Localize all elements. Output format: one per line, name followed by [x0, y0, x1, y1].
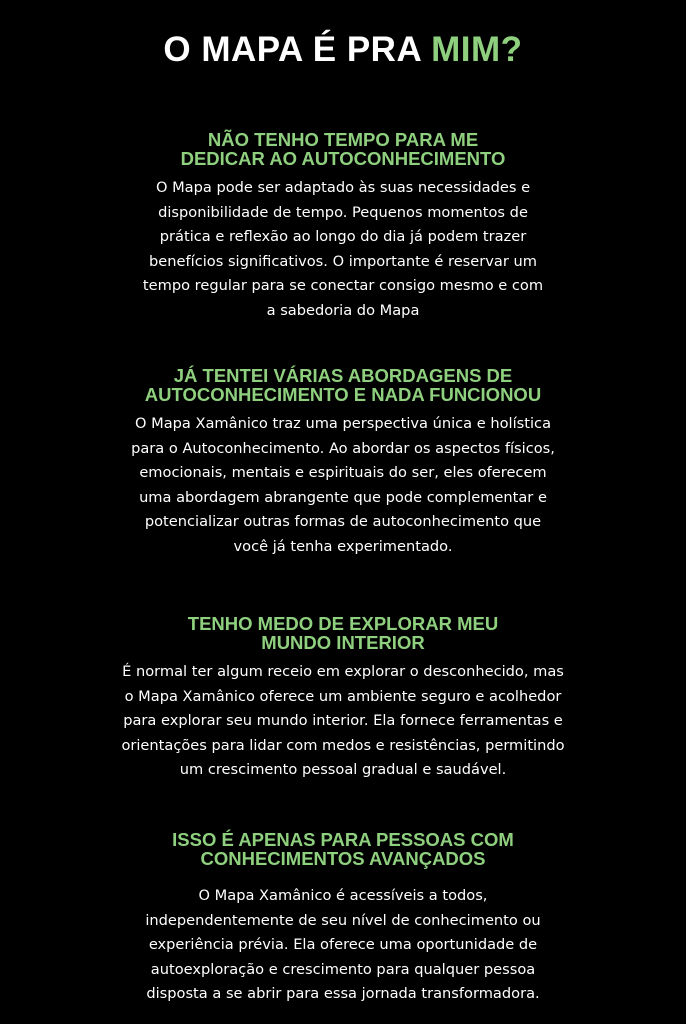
page-title-main: O MAPA É PRA — [163, 30, 432, 69]
section-heading: JÁ TENTEI VÁRIAS ABORDAGENS DE AUTOCONHECIMENTO E NADA FUNCIONOU — [144, 365, 542, 405]
page-title-highlight: MIM? — [431, 30, 523, 69]
section-heading: TENHO MEDO DE EXPLORAR MEU MUNDO INTERIOR — [187, 613, 499, 653]
faq-section-no-time — [0, 130, 686, 324]
faq-section-tried-approaches — [0, 366, 686, 560]
faq-section-fear-inner-world — [0, 614, 686, 783]
section-body: O Mapa pode ser adaptado às suas necessidades e disponibilidade de tempo. Pequenos momentos de prática e reflexão ao longo do dia já podem trazer benefícios significativos. O importante é reservar um tempo regular para se conectar consigo mesmo e com a sabedoria do Mapa — [142, 179, 544, 319]
section-heading: ISSO É APENAS PARA PESSOAS COM CONHECIMENTOS AVANÇADOS — [172, 829, 514, 869]
section-body: O Mapa Xamânico traz uma perspectiva única e holística para o Autoconhecimento. Ao abordar os aspectos físicos, emocionais, mentais e espirituais do ser, eles oferecem uma abordagem abrangente que pode complementar e potencializar outras formas de autoconhecimento que você já tenha experimentado. — [131, 415, 555, 555]
section-body: O Mapa Xamânico é acessíveis a todos, independentemente de seu nível de conhecimento ou experiência prévia. Ela oferece uma oportunidade de autoexploração e crescimento para qualquer pessoa disposta a se abrir para essa jornada transformadora. — [145, 887, 541, 1003]
page-title — [0, 22, 686, 78]
section-body: É normal ter algum receio em explorar o desconhecido, mas o Mapa Xamânico oferece um ambiente seguro e acolhedor para explorar seu mundo interior. Ela fornece ferramentas e orientações para lidar com medos e resistências, permitindo um crescimento pessoal gradual e saudável. — [121, 663, 565, 779]
section-heading: NÃO TENHO TEMPO PARA ME DEDICAR AO AUTOCONHECIMENTO — [180, 129, 506, 169]
faq-section-advanced-only — [0, 830, 686, 1007]
